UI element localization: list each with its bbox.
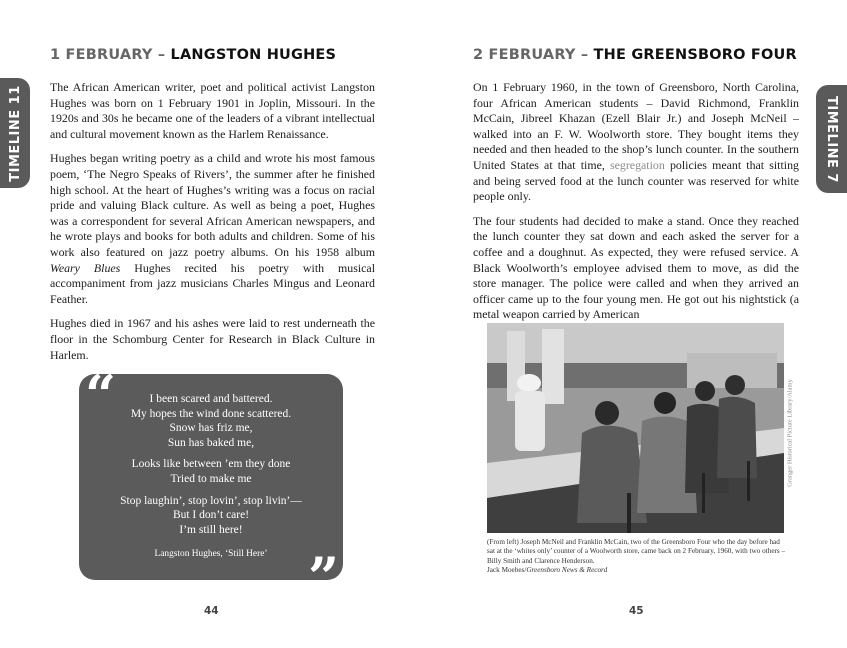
photo-credit: Granger Historical Picture Library/Alamy [786,379,794,487]
timeline-tab-right [816,85,847,193]
paragraph-part: Hughes began writing poetry as a child and wrote his most famous poem, ‘The Negro Speaks of Rivers’, the summer after he finished high school. At the heart of Hughes’s writing was a focus on racial pride and valuing Black culture. As well as being a poet, Hughes was a correspondent for several African American newspapers, and he wrote plays and books for both adults and children. Some of his work also featured on jazz poetry albums. On his 1958 album [50,151,375,259]
lunch-counter-photo-illustration [487,323,784,533]
heading-date: 2 FEBRUARY – [473,47,594,63]
caption-credit-name: Jack Moebes/ [487,566,527,575]
poem-line: Sun has baked me, [167,436,255,449]
open-quote-icon: “ [85,363,117,427]
historical-photo [487,323,784,533]
body-text [473,80,799,332]
paragraph [473,80,799,205]
poem-line: My hopes the wind done scattered. [130,407,292,420]
poem-stanza [79,494,343,538]
paragraph-part: On 1 February 1960, in the town of Greensboro, North Carolina, four African American students – David Richmond, Franklin McCain, Jibreel Khazan (Ezell Blair Jr.) and Joseph McNeil – walked into an F. W. Woolworth store. They bought items they needed and then headed to the shop’s lunch counter. In the southern United States at that time, [473,80,799,172]
poem-line: I been scared and battered. [149,393,273,405]
close-quote-icon: ” [307,545,339,609]
paragraph-part: Hughes recited his poetry with musical accompaniment from jazz musicians Charles Mingus and Leonard Feather. [50,260,375,306]
timeline-tab-label: TIMELINE 11 [7,84,23,182]
poem-stanza [79,392,343,450]
page-number: 44 [204,605,219,617]
left-page [0,0,423,648]
paragraph-part: policies meant that sitting and being served food at the lunch counter was reserved for white people only. [473,157,799,204]
paragraph: The four students had decided to make a stand. Once they reached the lunch counter they sat down and each asked the server for a coffee and a doughnut. As expected, they were refused service. A Black Woolworth’s employee advised them to move, as did the store manager. The police were called and when they arrived an officer came up to the four young men. He got out his nightstick (a metal weapon carried by American [473,213,799,322]
poem-line: I’m still here! [179,523,243,536]
caption-text: (From left) Joseph McNeil and Franklin McCain, two of the Greensboro Four who the day before had sat at the ‘whites only’ counter of a Woolworth store, came back on 2 February, 1960, with two others – Billy Smith and Clarence Henderson. [487,538,786,565]
caption-credit-publication: Greensboro News & Record [526,566,608,575]
poem-stanza [79,457,343,486]
paragraph: Hughes died in 1967 and his ashes were laid to rest underneath the floor in the Schomburg Center for Research in Black Culture in Harlem. [50,316,375,362]
caption-credit [487,566,789,575]
page-number: 45 [629,605,644,617]
section-heading [50,47,336,63]
poem-lines [79,392,343,544]
quote-citation: Langston Hughes, ‘Still Here’ [154,549,268,559]
poem-line: Stop laughin’, stop lovin’, stop livin’— [120,494,302,507]
poem-line: Looks like between ’em they done [131,458,291,471]
album-title: Weary Blues [50,260,121,275]
glossary-keyword: segregation [610,157,665,172]
pull-quote-box [79,363,343,609]
heading-title: THE GREENSBORO FOUR [593,47,797,63]
section-heading [473,47,797,63]
poem-line: Tried to make me [170,472,252,485]
timeline-tab-label: TIMELINE 7 [824,95,840,183]
heading-title: LANGSTON HUGHES [170,47,337,63]
right-page [424,0,847,648]
heading-date: 1 FEBRUARY – [50,47,171,63]
body-text [50,80,375,372]
poem-line: Snow has friz me, [169,422,253,435]
paragraph [50,151,375,307]
photo-caption [487,538,789,576]
timeline-tab-left [0,78,30,188]
paragraph: The African American writer, poet and political activist Langston Hughes was born on 1 February 1901 in Joplin, Missouri. In the 1920s and 30s he became one of the leaders of a vibrant intellectual and cultural movement known as the Harlem Renaissance. [50,80,375,141]
poem-line: But I don’t care! [172,509,250,522]
